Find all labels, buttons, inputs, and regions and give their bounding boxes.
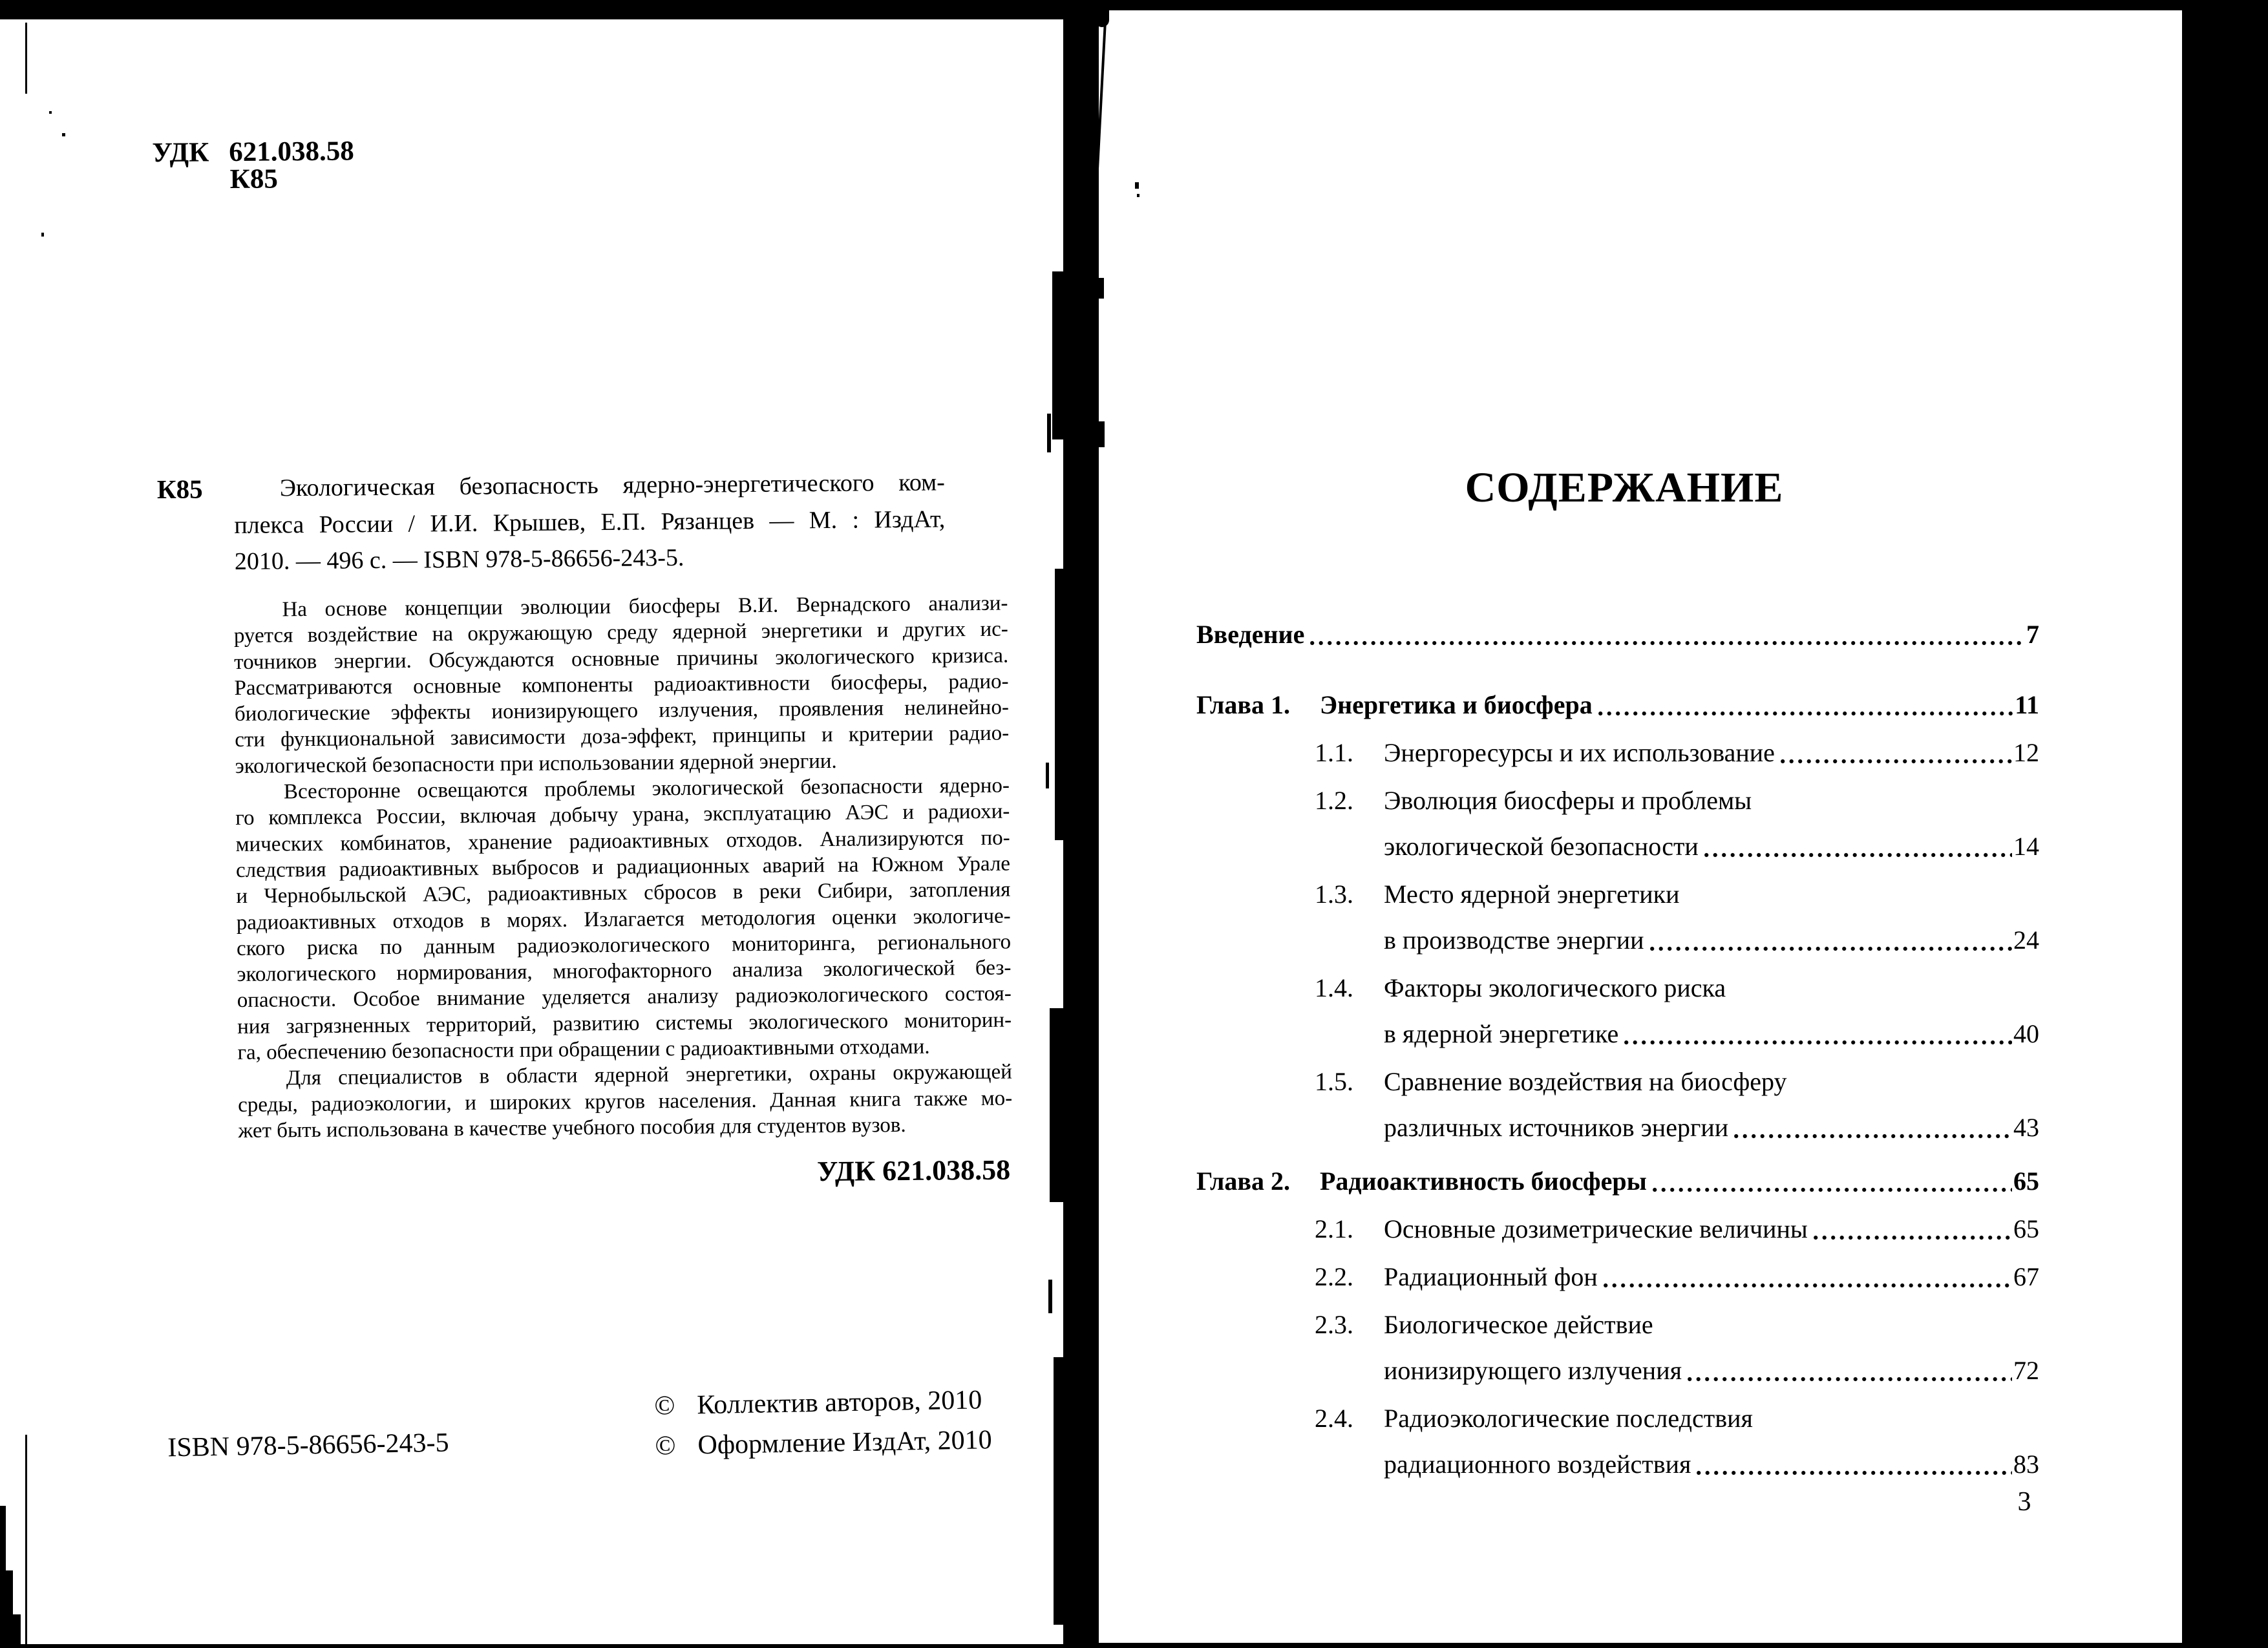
toc-title-text: Биологическое действие — [1384, 1310, 1653, 1339]
toc-line — [1384, 730, 2039, 776]
imprint-content — [0, 12, 1070, 1645]
copyright-line — [655, 1420, 992, 1466]
toc-line — [1384, 1347, 2039, 1393]
annotation-line: го комплекса России, включая добычу урана, эксплуатацию АЭС и радиохи- — [235, 799, 1010, 830]
toc-line — [1384, 1302, 2039, 1347]
toc-title-text: ионизирующего излучения — [1384, 1356, 1682, 1385]
toc-entry — [1196, 1254, 2039, 1300]
toc-entry — [1196, 1158, 2039, 1204]
toc-title-text: Эволюция биосферы и проблемы — [1384, 786, 1752, 815]
toc-entry — [1196, 611, 2039, 657]
dot-leader — [1781, 758, 2012, 765]
toc-line — [1384, 917, 2039, 963]
toc-page-ref: 67 — [2013, 1262, 2039, 1291]
gutter-shadow-spur — [1055, 569, 1065, 840]
annotation-line: ского риска по данным радиоэкологического мониторинга, регионального — [236, 930, 1012, 960]
contents-title: СОДЕРЖАНИЕ — [1465, 464, 1784, 511]
annotation-line: следствия радиоактивных выбросов и радиационных аварий на Южном Урале — [235, 852, 1011, 882]
toc-page-ref: 65 — [2013, 1214, 2039, 1243]
udc-label: УДК — [152, 137, 209, 169]
toc-page-ref: 24 — [2013, 925, 2039, 955]
toc-title-text: Место ядерной энергетики — [1384, 880, 1680, 909]
toc-entry — [1196, 1059, 2039, 1150]
gutter-speck — [1047, 414, 1051, 452]
copyright-text: Коллектив авторов, 2010 — [696, 1385, 982, 1421]
toc-entry-label: Глава 1. — [1196, 690, 1290, 719]
toc-entry-label: 1.4. — [1315, 973, 1353, 1002]
toc-title-text: Введение — [1196, 620, 1305, 649]
edge-streak — [25, 23, 27, 94]
toc-entry-label: 2.4. — [1315, 1404, 1353, 1433]
citation-code: К85 — [156, 474, 203, 505]
annotation-line: Рассматриваются основные компоненты радиоактивности биосферы, радио- — [234, 670, 1009, 700]
annotation-line: руется воздействие на окружающую среду ядерной энергетики и других ис- — [233, 617, 1008, 648]
dot-leader — [1650, 945, 2013, 952]
annotation-line: Для специалистов в области ядерной энергетики, охраны окружающей — [286, 1060, 1012, 1090]
toc-entry-lines — [1384, 1395, 2039, 1487]
toc-entry-label: 2.2. — [1315, 1262, 1353, 1291]
toc-entry-lines — [1196, 611, 2039, 657]
dot-leader — [1697, 1470, 2012, 1476]
toc-title-text: в ядерной энергетике — [1384, 1019, 1619, 1048]
page-curl-blob — [1095, 10, 1109, 27]
toc-page-ref: 65 — [2013, 1167, 2039, 1196]
toc-entry-lines — [1384, 730, 2039, 776]
toc-line — [1320, 682, 2039, 728]
gutter-speck — [1048, 1280, 1052, 1313]
edge-streak — [25, 1435, 27, 1644]
annotation-line: биологические эффекты ионизирующего излучения, проявления нелинейно- — [234, 695, 1010, 726]
toc-title-text: различных источников энергии — [1384, 1113, 1729, 1142]
toc-title-text: в производстве энергии — [1384, 925, 1644, 955]
toc-title-text: Радиоэкологические последствия — [1384, 1404, 1753, 1433]
table-of-contents — [1196, 611, 2039, 1489]
toc-entry — [1196, 871, 2039, 963]
toc-title-text: Основные дозиметрические величины — [1384, 1214, 1808, 1243]
toc-page-ref: 12 — [2013, 738, 2039, 767]
toc-entry-label: 2.3. — [1315, 1310, 1353, 1339]
udc-number: 621.038.58 — [229, 136, 355, 168]
annotation-line: жет быть использована в качестве учебного пособия для студентов вузов. — [238, 1113, 906, 1143]
dot-leader — [1310, 640, 2025, 646]
isbn-line: ISBN 978-5-86656-243-5 — [167, 1428, 449, 1463]
gutter-knob — [1099, 421, 1105, 447]
dot-leader — [1624, 1039, 2012, 1046]
annotation-line: экологической безопасности при использовании ядерной энергии. — [235, 749, 837, 778]
toc-entry-lines — [1384, 1302, 2039, 1393]
toc-line — [1384, 1104, 2039, 1150]
author-sign: К85 — [229, 164, 279, 195]
toc-entry — [1196, 682, 2039, 728]
toc-entry-label: 1.5. — [1315, 1067, 1353, 1096]
toc-line — [1384, 1441, 2039, 1487]
toc-line — [1384, 823, 2039, 869]
toc-entry-label: Глава 2. — [1196, 1167, 1290, 1196]
copyright-symbol: © — [655, 1431, 676, 1461]
speck — [1135, 182, 1139, 189]
toc-title-text: Радиоактивность биосферы — [1320, 1167, 1647, 1196]
toc-title-text: Радиационный фон — [1384, 1262, 1598, 1291]
toc-entry-lines — [1320, 682, 2039, 728]
dot-leader — [1814, 1234, 2012, 1241]
toc-line — [1384, 1395, 2039, 1441]
toc-entry-lines — [1384, 965, 2039, 1057]
toc-entry — [1196, 730, 2039, 776]
annotation-line: опасности. Особое внимание уделяется анализу радиоэкологического состоя- — [237, 982, 1012, 1013]
toc-entry-lines — [1384, 1059, 2039, 1150]
toc-entry-label: 1.2. — [1315, 786, 1353, 815]
annotation-line: га, обеспечению безопасности при обращении с радиоактивными отходами. — [237, 1035, 930, 1065]
annotation-line: Всесторонне освещаются проблемы экологической безопасности ядерно- — [283, 774, 1010, 804]
toc-line — [1384, 871, 2039, 917]
page-number: 3 — [2017, 1487, 2031, 1517]
dot-leader — [1734, 1133, 2012, 1139]
toc-entry-label: 1.3. — [1315, 880, 1353, 909]
imprint-bottom — [0, 3, 1072, 1647]
toc-entry — [1196, 777, 2039, 869]
toc-title-text: Сравнение воздействия на биосферу — [1384, 1067, 1787, 1096]
gutter-knob — [1099, 278, 1104, 299]
toc-page-ref: 40 — [2013, 1019, 2039, 1048]
toc-title-text: Энергоресурсы и их использование — [1384, 738, 1775, 767]
annotation-line: радиоактивных отходов в морях. Излагается методология оценки экологиче- — [236, 904, 1011, 935]
udc-footer: УДК 621.038.58 — [816, 1154, 1011, 1188]
citation-line: плекса России / И.И. Крышев, Е.П. Рязанцев — М. : ИздАт, — [234, 505, 946, 539]
toc-page-ref: 72 — [2013, 1356, 2039, 1385]
toc-entry-label: 2.1. — [1315, 1214, 1353, 1243]
imprint-page — [0, 19, 1063, 1644]
citation-line: Экологическая безопасность ядерно-энергетического ком- — [279, 469, 946, 502]
speck — [41, 233, 44, 237]
gutter-speck — [1046, 763, 1049, 788]
toc-line — [1384, 1011, 2039, 1057]
toc-entry-lines — [1384, 1254, 2039, 1300]
toc-entry — [1196, 965, 2039, 1057]
toc-entry — [1196, 1206, 2039, 1252]
annotation-line: и Чернобыльской АЭС, радиоактивных сбросов в реки Сибири, затопления — [236, 878, 1011, 909]
toc-line — [1196, 611, 2039, 657]
toc-entry-lines — [1384, 871, 2039, 963]
copyright-line — [654, 1380, 991, 1426]
gutter-shadow-spur — [1050, 1008, 1065, 1202]
annotation-line: мических комбинатов, хранение радиоактивных отходов. Анализируются по- — [235, 826, 1010, 856]
toc-line — [1384, 777, 2039, 823]
dot-leader — [1598, 710, 2014, 717]
toc-page-ref: 11 — [2015, 690, 2039, 719]
toc-page-ref: 83 — [2013, 1450, 2039, 1479]
dot-leader — [1653, 1187, 2012, 1193]
dot-leader — [1604, 1282, 2012, 1289]
annotation-line: экологического нормирования, многофакторного анализа экологической без- — [237, 956, 1012, 987]
toc-title-text: Факторы экологического риска — [1384, 973, 1726, 1002]
copyright-block — [654, 1380, 992, 1466]
toc-line — [1384, 1206, 2039, 1252]
dot-leader — [1704, 852, 2012, 858]
gutter-shadow-spur — [1054, 1357, 1065, 1625]
toc-line — [1320, 1158, 2039, 1204]
toc-entry-label: 1.1. — [1315, 738, 1353, 767]
speck — [62, 133, 65, 136]
toc-entry-lines — [1320, 1158, 2039, 1204]
toc-page-ref: 14 — [2013, 832, 2039, 861]
annotation-line: точников энергии. Обсуждаются основные причины экологического кризиса. — [234, 644, 1009, 674]
toc-entry-lines — [1384, 1206, 2039, 1252]
toc-title-text: экологической безопасности — [1384, 832, 1699, 861]
annotation-line: На основе концепции эволюции биосферы В.И. Вернадского анализи- — [282, 591, 1008, 622]
gutter-shadow-spur — [1052, 271, 1065, 439]
citation-line: 2010. — 496 с. — ISBN 978-5-86656-243-5. — [234, 544, 684, 576]
toc-line — [1384, 1254, 2039, 1300]
annotation-line: среды, радиоэкологии, и широких кругов населения. Данная книга также мо- — [238, 1086, 1013, 1117]
copyright-symbol: © — [653, 1391, 675, 1421]
copyright-text: Оформление ИздАт, 2010 — [697, 1425, 993, 1461]
toc-entry-lines — [1384, 777, 2039, 869]
corner-wedge — [0, 1614, 21, 1648]
annotation-line: сти функциональной зависимости доза-эффект, принципы и критерии радио- — [235, 722, 1010, 752]
toc-page-ref: 7 — [2026, 620, 2039, 649]
speck — [49, 111, 52, 114]
toc-title-text: Энергетика и биосфера — [1320, 690, 1593, 719]
toc-title-text: радиационного воздействия — [1384, 1450, 1691, 1479]
toc-line — [1384, 965, 2039, 1011]
speck — [1137, 194, 1139, 197]
annotation-line: ния загрязненных территорий, развитию системы экологического мониторин- — [237, 1008, 1012, 1039]
contents-page — [1099, 10, 2182, 1643]
toc-page-ref: 43 — [2013, 1113, 2039, 1142]
dot-leader — [1688, 1376, 2012, 1382]
toc-line — [1384, 1059, 2039, 1104]
toc-entry — [1196, 1395, 2039, 1487]
toc-entry — [1196, 1302, 2039, 1393]
